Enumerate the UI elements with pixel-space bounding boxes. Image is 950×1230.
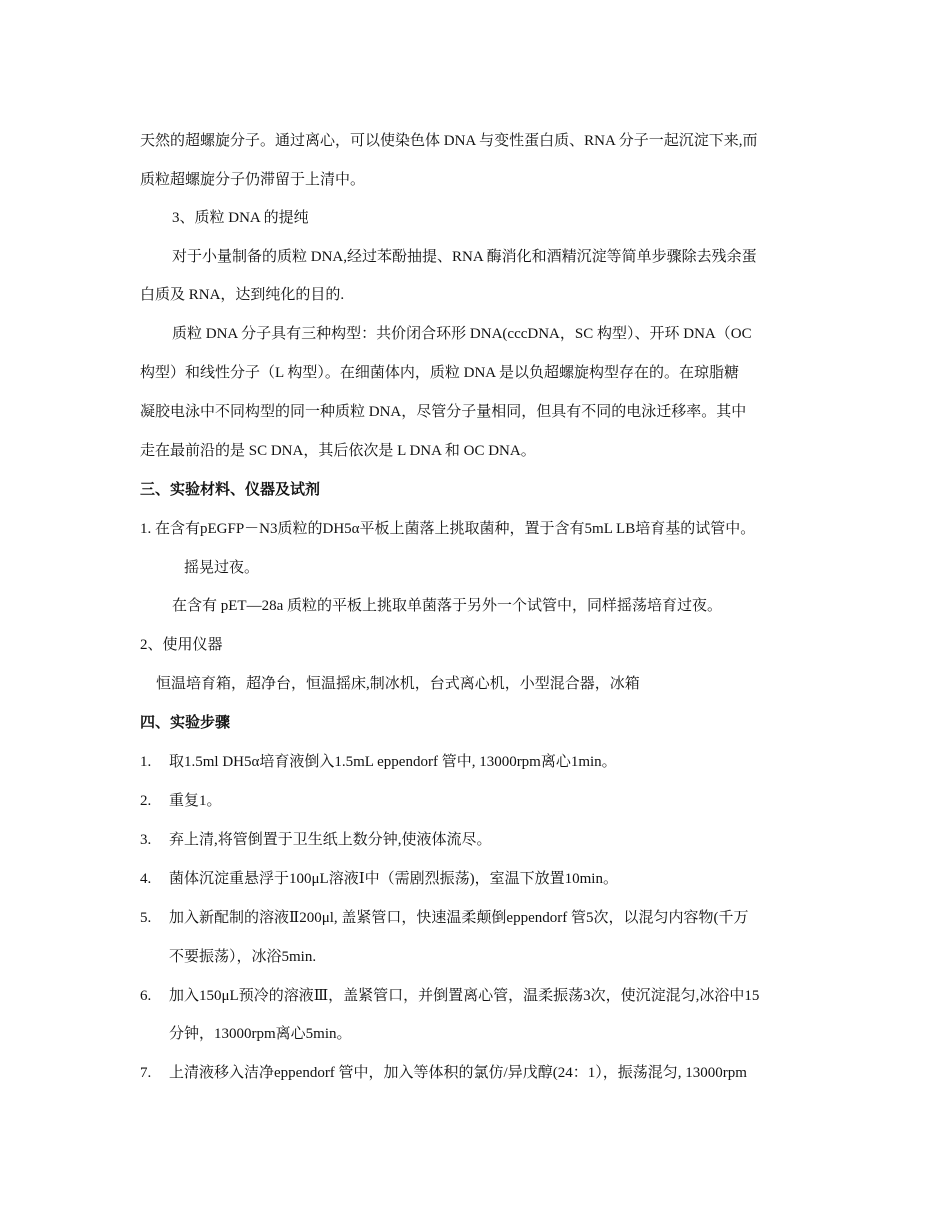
list-item: [140, 869, 618, 889]
step-number: 4.: [140, 871, 152, 887]
paragraph-line: 构型）和线性分子（L 构型）。在细菌体内，质粒 DNA 是以负超螺旋构型存在的。在琼脂糖: [140, 365, 740, 381]
paragraph-line: 对于小量制备的质粒 DNA,经过苯酚抽提、RNA 酶消化和酒精沉淀等简单步骤除去残余蛋: [172, 249, 757, 265]
step-number: 5.: [140, 910, 152, 926]
subsection-title: 2、使用仪器: [140, 637, 223, 653]
list-item-line: 在含有 pET—28a 质粒的平板上挑取单菌落于另外一个试管中，同样摇荡培育过夜。: [172, 598, 722, 614]
list-item: [140, 1063, 747, 1083]
paragraph-line: 凝胶电泳中不同构型的同一种质粒 DNA，尽管分子量相同，但具有不同的电泳迁移率。其中: [140, 404, 747, 420]
step-number: 6.: [140, 988, 152, 1004]
paragraph-line: 质粒 DNA 分子具有三种构型：共价闭合环形 DNA(cccDNA，SC 构型）、开环 DNA（OC: [172, 326, 752, 342]
paragraph-line: 恒温培育箱，超净台，恒温摇床,制冰机，台式离心机，小型混合器，冰箱: [156, 676, 640, 692]
step-text: 重复1。: [169, 793, 222, 809]
list-item: [140, 830, 492, 850]
step-text-continuation: 不要振荡），冰浴5min.: [169, 949, 317, 965]
paragraph-line: 天然的超螺旋分子。通过离心，可以使染色体 DNA 与变性蛋白质、RNA 分子一起沉淀下来,而: [140, 133, 758, 149]
step-text: 弃上清,将管倒置于卫生纸上数分钟,使液体流尽。: [169, 832, 492, 848]
step-number: 1.: [140, 754, 152, 770]
list-item: [140, 752, 617, 772]
step-text: 上清液移入洁净eppendorf 管中，加入等体积的氯仿/异戊醇(24：1），振荡混匀, 13000rpm: [169, 1065, 747, 1081]
section-heading: 四、实验步骤: [140, 715, 231, 731]
section-heading: 三、实验材料、仪器及试剂: [140, 482, 321, 498]
step-text: 加入新配制的溶液Ⅱ200μl, 盖紧管口，快速温柔颠倒eppendorf 管5次，以混匀内容物(千万: [169, 910, 749, 926]
paragraph-line: 质粒超螺旋分子仍滞留于上清中。: [140, 172, 366, 188]
subsection-title: 3、质粒 DNA 的提纯: [172, 210, 309, 226]
paragraph-line: 走在最前沿的是 SC DNA，其后依次是 L DNA 和 OC DNA。: [140, 443, 536, 459]
step-number: 2.: [140, 793, 152, 809]
step-number: 7.: [140, 1065, 152, 1081]
list-item: [140, 908, 748, 928]
step-text-continuation: 分钟，13000rpm离心5min。: [169, 1026, 352, 1042]
list-item-line: 1. 在含有pEGFP－N3质粒的DH5α平板上菌落上挑取菌种，置于含有5mL LB培育基的试管中。: [140, 521, 756, 537]
step-text: 菌体沉淀重悬浮于100μL溶液Ⅰ中（需剧烈振荡)，室温下放置10min。: [169, 871, 618, 887]
step-text: 取1.5ml DH5α培育液倒入1.5mL eppendorf 管中, 13000rpm离心1min。: [169, 754, 617, 770]
list-item-line: 摇晃过夜。: [184, 560, 260, 576]
step-text: 加入150μL预冷的溶液Ⅲ，盖紧管口，并倒置离心管，温柔振荡3次，使沉淀混匀,冰浴中15: [169, 988, 760, 1004]
paragraph-line: 白质及 RNA，达到纯化的目的.: [140, 287, 345, 303]
step-number: 3.: [140, 832, 152, 848]
list-item: [140, 986, 759, 1006]
list-item: [140, 791, 222, 811]
